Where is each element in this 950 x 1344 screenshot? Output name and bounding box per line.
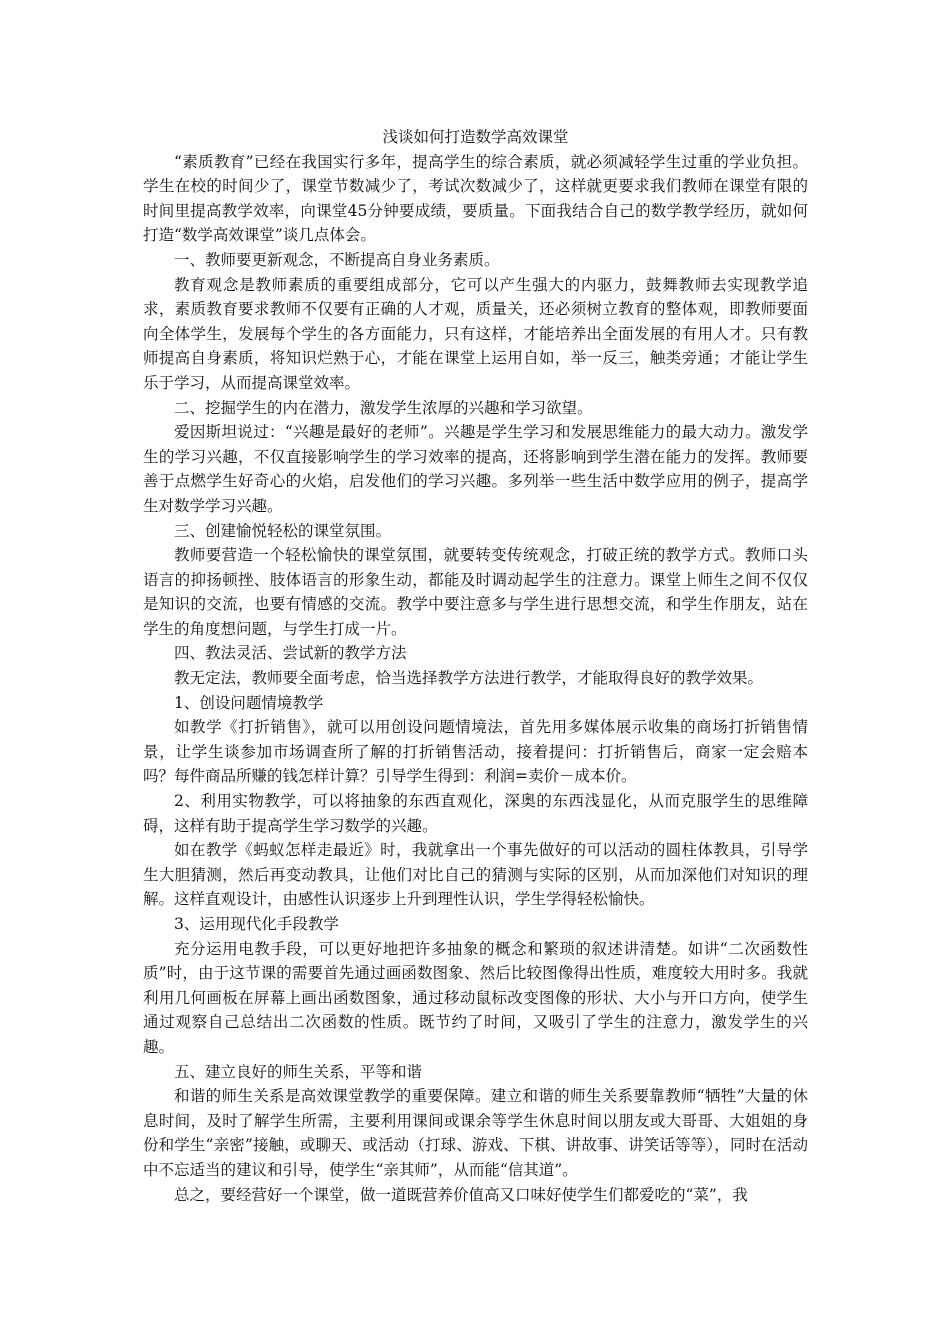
- subheading-4-3: 3、运用现代化手段教学: [174, 915, 339, 933]
- document-title: 浅谈如何打造数学高效课堂: [382, 128, 569, 146]
- paragraph-4-3: 充分运用电教手段，可以更好地把许多抽象的概念和繁琐的叙述讲清楚。如讲“二次函数性质”时，由于这节课的需要首先通过画函数图象、然后比较图像得出性质，难度较大用时多。我就利用几何画板在屏幕上画出函数图象，通过移动鼠标改变图像的形状、大小与开口方向，使学生通过观察自己总结出二次函数的性质。既节约了时间，又吸引了学生的注意力，激发学生的兴趣。: [143, 939, 808, 1056]
- paragraph-intro: “素质教育”已经在我国实行多年，提高学生的综合素质，就必须减轻学生过重的学业负担。学生在校的时间少了，课堂节数减少了，考试次数减少了，这样就更要求我们教师在课堂有限的时间里提高教学效率，向课堂45分钟要成绩，要质量。下面我结合自己的数学教学经历，就如何打造“数学高效课堂”谈几点体会。: [143, 152, 808, 245]
- heading-section-5: 五、建立良好的师生关系，平等和谐: [174, 1062, 423, 1081]
- paragraph-section-1: 教育观念是教师素质的重要组成部分，它可以产生强大的内驱力，鼓舞教师去实现教学追求，素质教育要求教师不仅要有正确的人才观，质量关，还必须树立教育的整体观，即教师要面向全体学生，发展每个学生的各方面能力，只有这样，才能培养出全面发展的有用人才。只有教师提高自身素质，将知识烂熟于心，才能在课堂上运用自如，举一反三，触类旁通；才能让学生乐于学习，从而提高课堂效率。: [143, 275, 808, 392]
- paragraph-section-2: 爱因斯坦说过：“兴趣是最好的老师”。兴趣是学生学习和发展思维能力的最大动力。激发学生的学习兴趣，不仅直接影响学生的学习效率的提高，还将影响到学生潜在能力的发挥。教师要善于点燃学生好奇心的火焰，启发他们的学习兴趣。多列举一些生活中数学应用的例子，提高学生对数学学习兴趣。: [143, 423, 808, 515]
- paragraph-section-4: 教无定法，教师要全面考虑，恰当选择教学方法进行教学，才能取得良好的教学效果。: [174, 669, 764, 688]
- heading-section-2: 二、挖掘学生的内在潜力，激发学生浓厚的兴趣和学习欲望。: [174, 398, 593, 417]
- paragraph-4-2-example: 如在教学《蚂蚁怎样走最近》时，我就拿出一个事先做好的可以活动的圆柱体教具，引导学生大胆猜测，然后再变动教具，让他们对比自己的猜测与实际的区别，从而加深他们对知识的理解。这样直观设计，由感性认识逐步上升到理性认识，学生学得轻松愉快。: [143, 841, 808, 909]
- paragraph-section-3: 教师要营造一个轻松愉快的课堂氛围，就要转变传统观念，打破正统的教学方式。教师口头语言的抑扬顿挫、肢体语言的形象生动，都能及时调动起学生的注意力。课堂上师生之间不仅仅是知识的交流，也要有情感的交流。教学中要注意多与学生进行思想交流，和学生作朋友，站在学生的角度想问题，与学生打成一片。: [143, 546, 808, 638]
- heading-section-1: 一、教师要更新观念，不断提高自身业务素质。: [174, 250, 500, 269]
- paragraph-4-2: 2、利用实物教学，可以将抽象的东西直观化，深奥的东西浅显化，从而克服学生的思维障碍，这样有助于提高学生学习数学的兴趣。: [143, 792, 808, 835]
- heading-section-4: 四、教法灵活、尝试新的教学方法: [174, 644, 407, 663]
- document-page: [143, 125, 808, 1207]
- paragraph-conclusion: 总之，要经营好一个课堂，做一道既营养价值高又口味好使学生们都爱吃的“菜”，我: [174, 1185, 748, 1204]
- heading-section-3: 三、创建愉悦轻松的课堂氛围。: [174, 521, 392, 540]
- paragraph-4-1: 如教学《打折销售》，就可以用创设问题情境法，首先用多媒体展示收集的商场打折销售情景，让学生谈参加市场调查所了解的打折销售活动，接着提问：打折销售后，商家一定会赔本吗？每件商品所赚的钱怎样计算？引导学生得到：利润=卖价－成本价。: [143, 718, 808, 786]
- paragraph-section-5: 和谐的师生关系是高效课堂教学的重要保障。建立和谐的师生关系要靠教师“牺牲”大量的休息时间，及时了解学生所需，主要利用课间或课余等学生休息时间以朋友或大哥哥、大姐姐的身份和学生“亲密”接触，或聊天、或活动（打球、游戏、下棋、讲故事、讲笑话等等），同时在活动中不忘适当的建议和引导，使学生“亲其师”，从而能“信其道”。: [143, 1087, 808, 1179]
- subheading-4-1: 1、创设问题情境教学: [174, 693, 324, 712]
